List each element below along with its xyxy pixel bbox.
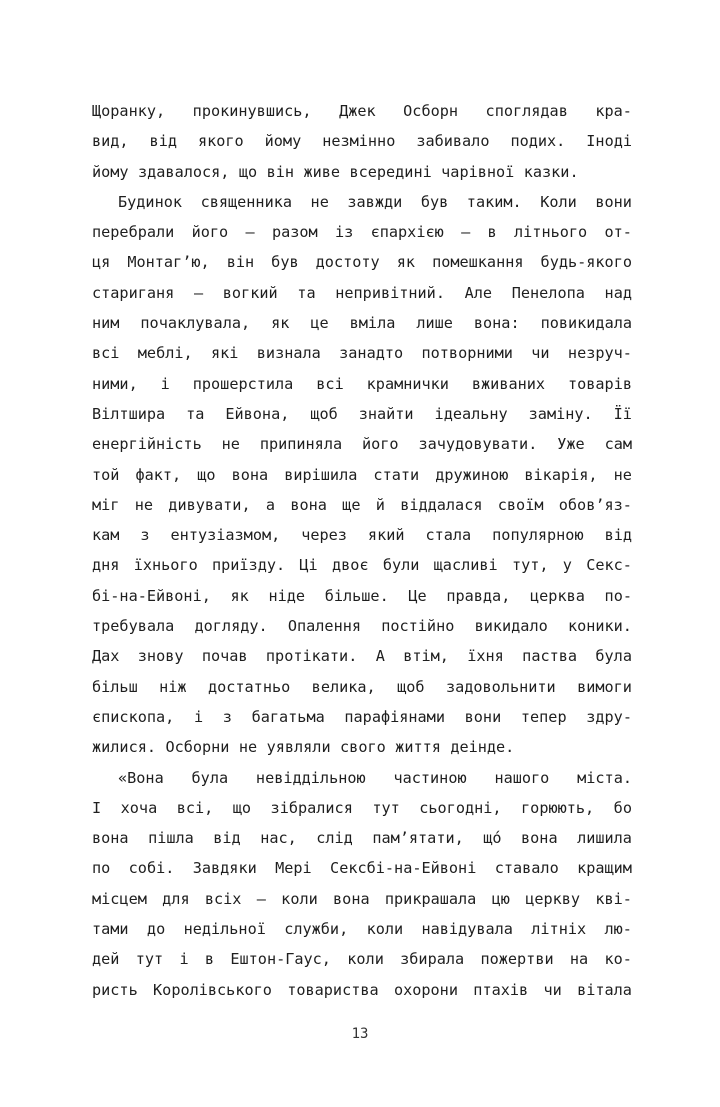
text-line: йому здавалося, що він живе всередині чарівної казки. bbox=[92, 162, 579, 181]
paragraph bbox=[92, 187, 632, 763]
text-line: ця Монтаг’ю, він був достоту як помешкання будь-якого bbox=[92, 253, 632, 272]
text-line: місцем для всіх — коли вона прикрашала цю церкву кві- bbox=[92, 889, 632, 908]
text-line: Щоранку, прокинувшись, Джек Осборн споглядав кра- bbox=[92, 102, 632, 120]
text-line: ристь Королівського товариства охорони птахів чи вітала bbox=[92, 980, 632, 999]
text-line: всі меблі, які визнала занадто потворними чи незруч- bbox=[92, 344, 632, 363]
text-line: бі-на-Ейвоні, як ніде більше. Це правда, церква по- bbox=[92, 586, 632, 605]
page-number: 13 bbox=[351, 1026, 369, 1042]
text-line: єпископа, і з багатьма парафіянами вони тепер здру- bbox=[92, 707, 632, 726]
text-line: більш ніж достатньо велика, щоб задовольнити вимоги bbox=[92, 677, 632, 696]
text-line: тами до недільної служби, коли навідувала літніх лю- bbox=[92, 920, 632, 939]
text-line: дей тут і в Ештон-Гаус, коли збирала пожертви на ко- bbox=[92, 950, 632, 969]
text-line: Вілтшира та Ейвона, щоб знайти ідеальну заміну. Її bbox=[92, 404, 632, 423]
text-line: по собі. Завдяки Мері Сексбі-на-Ейвоні ставало кращим bbox=[92, 859, 632, 878]
text-line: вона пішла від нас, слід пам’ятати, що́ вона лишила bbox=[92, 829, 632, 848]
text-line: міг не дивувати, а вона ще й віддалася своїм обов’яз- bbox=[92, 495, 632, 514]
text-line: той факт, що вона вирішила стати дружиною вікарія, не bbox=[92, 465, 632, 484]
text-line: енергійність не припиняла його зачудовувати. Уже сам bbox=[92, 435, 632, 454]
text-line: перебрали його — разом із єпархією — в літнього от- bbox=[92, 223, 632, 242]
text-line: ними, і прошерстила всі крамнички вживаних товарів bbox=[92, 374, 632, 393]
text-line: жилися. Осборни не уявляли свого життя деінде. bbox=[92, 738, 515, 757]
paragraph bbox=[92, 96, 632, 187]
text-line: стариганя — вогкий та непривітний. Але Пенелопа над bbox=[92, 283, 632, 302]
text-line: І хоча всі, що зібралися тут сьогодні, горюють, бо bbox=[92, 798, 632, 817]
text-line: дня їхнього приїзду. Ці двоє були щасливі тут, у Секс- bbox=[92, 556, 632, 575]
text-line: Дах знову почав протікати. А втім, їхня паства була bbox=[92, 647, 632, 666]
text-line: ним почаклувала, як це вміла лише вона: повикидала bbox=[92, 314, 632, 333]
paragraph bbox=[92, 763, 632, 1005]
text-line: вид, від якого йому незмінно забивало подих. Іноді bbox=[92, 132, 632, 151]
text-line: Будинок священника не завжди був таким. Коли вони bbox=[118, 192, 632, 211]
body-text bbox=[92, 96, 632, 1005]
text-line: «Вона була невіддільною частиною нашого міста. bbox=[118, 768, 632, 787]
text-line: кам з ентузіазмом, через який стала популярною від bbox=[92, 526, 632, 545]
text-line: требувала догляду. Опалення постійно викидало коники. bbox=[92, 617, 632, 636]
